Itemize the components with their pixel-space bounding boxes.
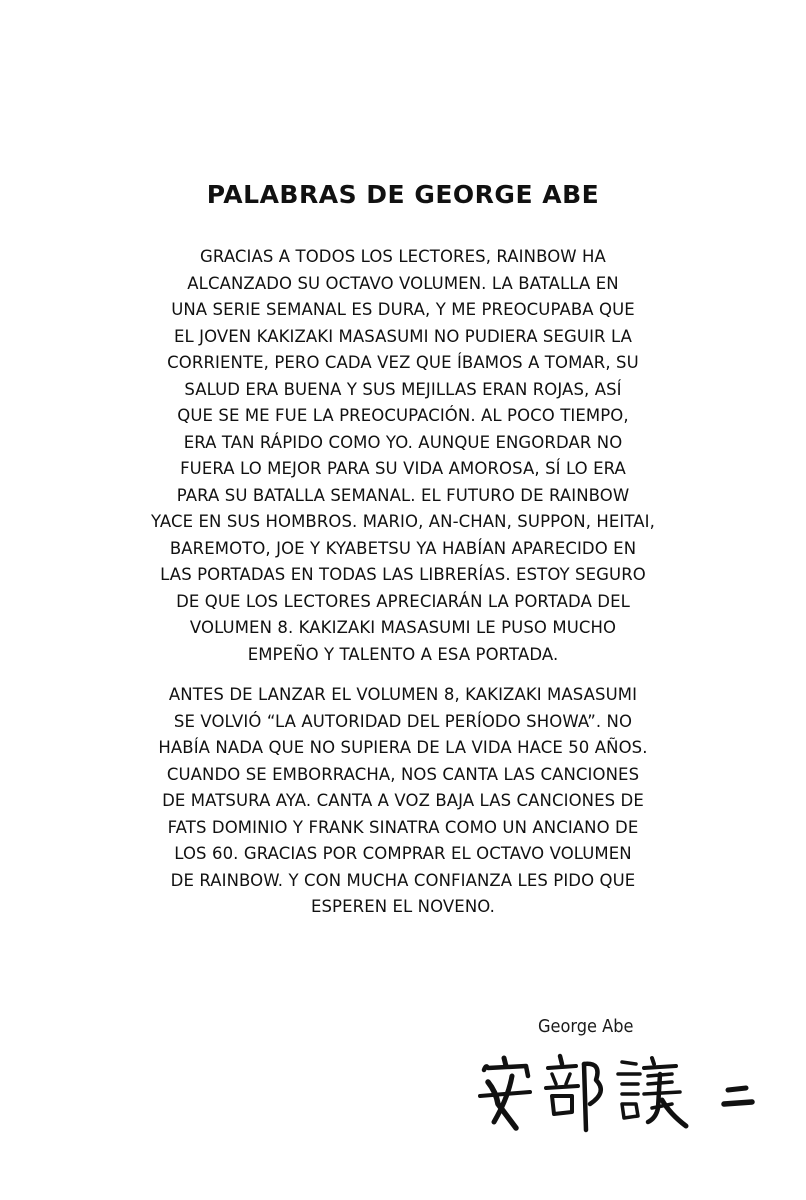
paragraph-line: UNA SERIE SEMANAL ES DURA, Y ME PREOCUPABA QUE bbox=[171, 300, 635, 319]
paragraph-line: DE MATSURA AYA. CANTA A VOZ BAJA LAS CANCIONES DE bbox=[162, 791, 644, 810]
paragraph-line: DE RAINBOW. Y CON MUCHA CONFIANZA LES PIDO QUE bbox=[170, 870, 636, 890]
paragraph-line: SALUD ERA BUENA Y SUS MEJILLAS ERAN ROJAS, ASÍ bbox=[184, 379, 622, 399]
paragraph-line: CORRIENTE, PERO CADA VEZ QUE ÍBAMOS A TOMAR, SU bbox=[167, 353, 639, 372]
paragraph-line: LOS 60. GRACIAS POR COMPRAR EL OCTAVO VOLUMEN bbox=[174, 844, 632, 863]
paragraph-line: FATS DOMINIO Y FRANK SINATRA COMO UN ANCIANO DE bbox=[167, 817, 639, 837]
paragraph-line: ALCANZADO SU OCTAVO VOLUMEN. LA BATALLA EN bbox=[187, 273, 619, 293]
brush-signature-icon bbox=[476, 1052, 776, 1136]
handwritten-signature bbox=[476, 1052, 776, 1136]
paragraph-line: QUE SE ME FUE LA PREOCUPACIÓN. AL POCO TIEMPO, bbox=[177, 406, 629, 425]
page-title: PALABRAS DE GEORGE ABE bbox=[206, 180, 600, 209]
paragraph-line: HABÍA NADA QUE NO SUPIERA DE LA VIDA HACE 50 AÑOS. bbox=[158, 738, 648, 757]
paragraph-2 bbox=[70, 682, 736, 921]
paragraph-line: PARA SU BATALLA SEMANAL. EL FUTURO DE RAINBOW bbox=[176, 485, 630, 505]
paragraph-line: VOLUMEN 8. KAKIZAKI MASASUMI LE PUSO MUCHO bbox=[189, 618, 617, 637]
paragraph-line: GRACIAS A TODOS LOS LECTORES, RAINBOW HA bbox=[200, 247, 606, 266]
paragraph-line: CUANDO SE EMBORRACHA, NOS CANTA LAS CANCIONES bbox=[166, 764, 640, 784]
paragraph-line: SE VOLVIÓ “LA AUTORIDAD DEL PERÍODO SHOWA”. NO bbox=[173, 711, 633, 731]
paragraph-line: EL JOVEN KAKIZAKI MASASUMI NO PUDIERA SEGUIR LA bbox=[173, 326, 633, 346]
paragraph-line: FUERA LO MEJOR PARA SU VIDA AMOROSA, SÍ LO ERA bbox=[180, 459, 626, 478]
signature-name: George Abe bbox=[538, 1016, 634, 1037]
paragraph-line: BAREMOTO, JOE Y KYABETSU YA HABÍAN APARECIDO EN bbox=[169, 538, 637, 558]
paragraph-line: YACE EN SUS HOMBROS. MARIO, AN-CHAN, SUPPON, HEITAI, bbox=[151, 512, 655, 531]
paragraph-line: LAS PORTADAS EN TODAS LAS LIBRERÍAS. ESTOY SEGURO bbox=[160, 565, 646, 584]
paragraph-line: ESPEREN EL NOVENO. bbox=[310, 897, 496, 916]
paragraph-line: EMPEÑO Y TALENTO A ESA PORTADA. bbox=[247, 644, 559, 664]
paragraph-1 bbox=[70, 244, 736, 668]
paragraph-line: DE QUE LOS LECTORES APRECIARÁN LA PORTADA DEL bbox=[176, 591, 630, 611]
paragraph-line: ERA TAN RÁPIDO COMO YO. AUNQUE ENGORDAR NO bbox=[183, 432, 623, 452]
paragraph-line: ANTES DE LANZAR EL VOLUMEN 8, KAKIZAKI MASASUMI bbox=[168, 685, 638, 704]
